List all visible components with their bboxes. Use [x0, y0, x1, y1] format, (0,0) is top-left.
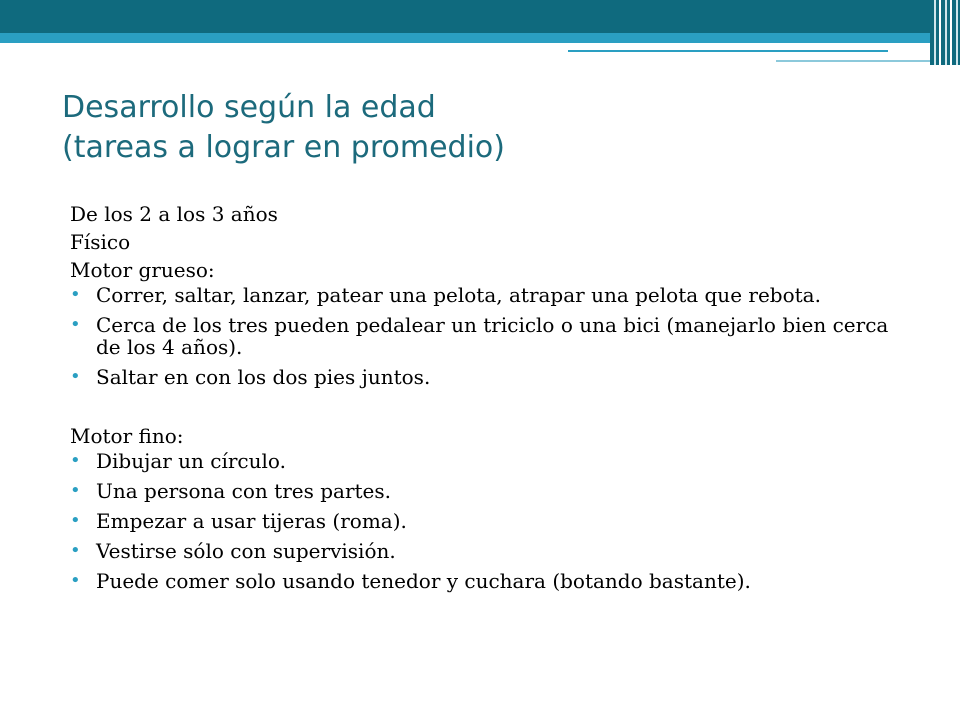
gross-motor-list — [70, 284, 910, 388]
fine-motor-list — [70, 450, 910, 592]
slide-title — [62, 88, 882, 168]
list-item — [70, 540, 910, 562]
title-line-2: (tareas a lograr en promedio) — [62, 130, 505, 165]
list-item — [70, 480, 910, 502]
bullet-icon: • — [70, 540, 81, 561]
bullet-icon: • — [70, 510, 81, 531]
list-item-text: Una persona con tres partes. — [96, 479, 391, 503]
list-item-text: Puede comer solo usando tenedor y cuchara (botando bastante). — [96, 569, 751, 593]
bullet-icon: • — [70, 570, 81, 591]
banner-end-stripes — [930, 0, 960, 65]
list-item-text: Dibujar un círculo. — [96, 449, 286, 473]
bullet-icon: • — [70, 314, 81, 335]
bullet-icon: • — [70, 450, 81, 471]
list-item — [70, 366, 910, 388]
slide-body — [70, 200, 910, 600]
list-item-text: Correr, saltar, lanzar, patear una pelota, atrapar una pelota que rebota. — [96, 283, 821, 307]
list-item-text: Saltar en con los dos pies juntos. — [96, 365, 431, 389]
list-item — [70, 510, 910, 532]
category-label: Físico — [70, 230, 131, 254]
bullet-icon: • — [70, 284, 81, 305]
title-line-1: Desarrollo según la edad — [62, 90, 436, 125]
banner-line — [568, 50, 888, 52]
top-banner-accent — [0, 33, 960, 43]
fine-motor-heading: Motor fino: — [70, 424, 184, 448]
list-item — [70, 570, 910, 592]
list-item-text: Cerca de los tres pueden pedalear un triciclo o una bici (manejarlo bien cerca de los 4 años). — [96, 313, 889, 359]
list-item — [70, 314, 910, 358]
list-item-text: Vestirse sólo con supervisión. — [96, 539, 396, 563]
list-item-text: Empezar a usar tijeras (roma). — [96, 509, 407, 533]
bullet-icon: • — [70, 480, 81, 501]
spacer — [70, 396, 910, 422]
list-item — [70, 450, 910, 472]
list-item — [70, 284, 910, 306]
top-banner — [0, 0, 960, 33]
bullet-icon: • — [70, 366, 81, 387]
age-range: De los 2 a los 3 años — [70, 202, 278, 226]
gross-motor-heading: Motor grueso: — [70, 258, 215, 282]
